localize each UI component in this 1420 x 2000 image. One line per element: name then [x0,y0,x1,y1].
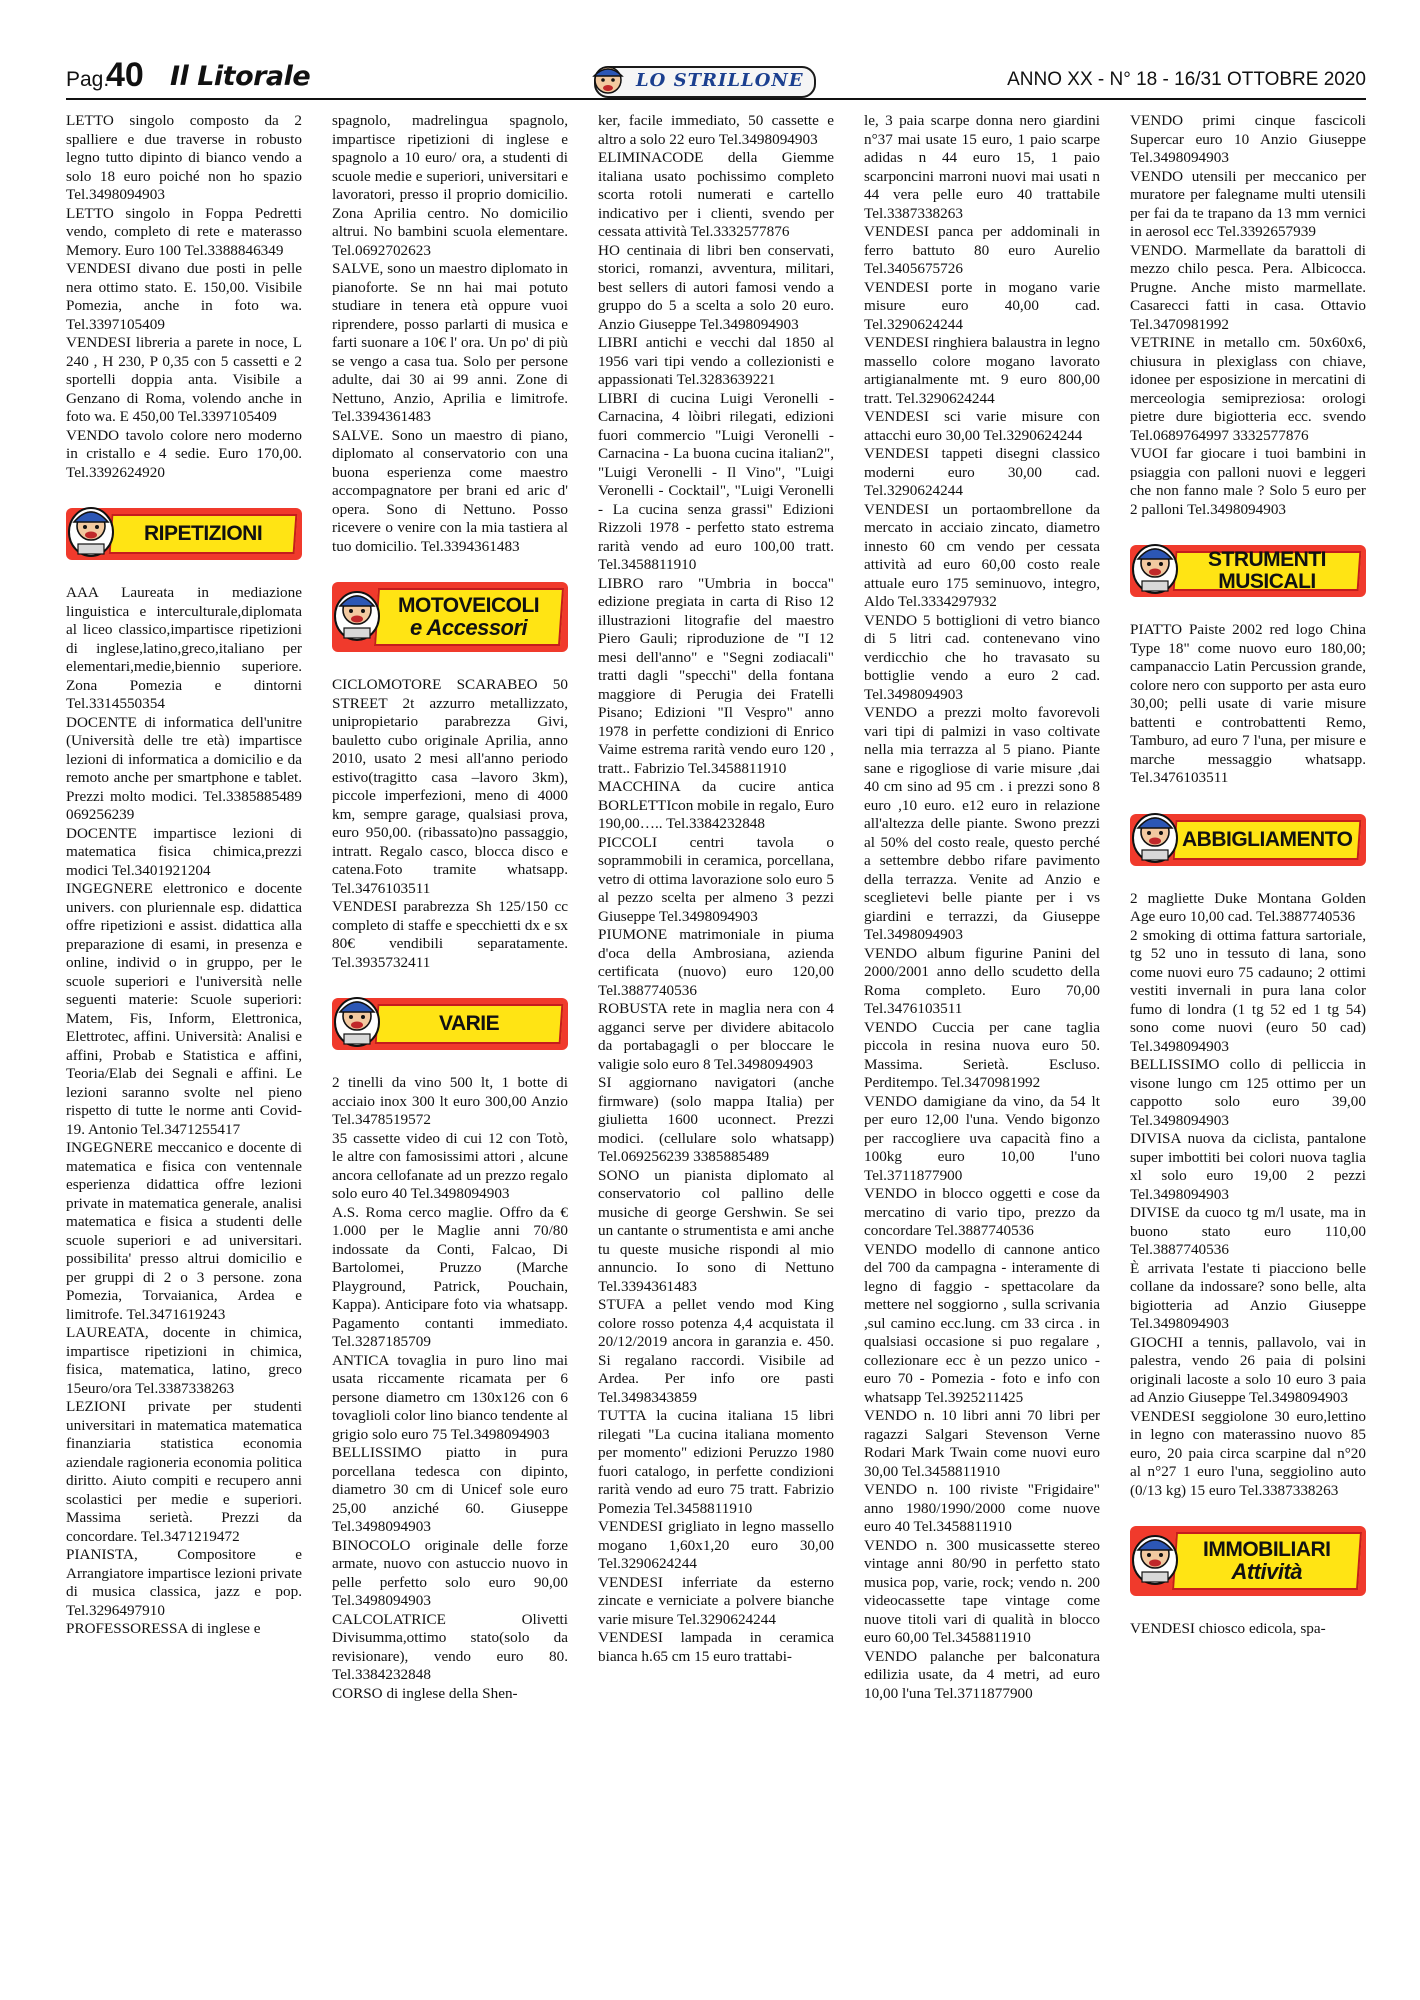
category-banner-strumenti-musicali [1130,533,1366,609]
classified-ad: DOCENTE di informatica dell'unitre (Università delle tre età) impartisce lezioni di informatica a domicilio e da remoto anche per smartphone e tablet. Prezzi molto modici. Tel.3385885489 069256239 [66,713,302,823]
classified-ad: VENDO n. 300 musicassette stereo vintage anni 80/90 in perfetto stato musica pop, varie, rock; vendo n. 200 videocassette tape vintage come nuove titoli vari di qualità in blocco euro 60,00 Tel.3458811910 [864,1536,1100,1646]
classified-ad: CICLOMOTORE SCARABEO 50 STREET 2t azzurro metallizzato, unipropietario parabrezza Givi, bauletto cubo originale Aprilia, anno 2010, usato 2 mesi all'anno periodo estivo(tragitto casa –lavoro 3km), piccole imperfezioni, meno di 4000 km, sempre garage, qualsiasi prova, euro 950,00. (ribassato)no passaggio, intratt. Regalo casco, blocca disco e catena.Foto tramite whatsapp. Tel.3476103511 [332,676,568,897]
classified-ad: BELLISSIMO collo di pelliccia in visone lungo cm 125 ottimo per un cappotto solo euro 39,00 Tel.3498094903 [1130,1056,1366,1129]
classified-ad: VENDO Cuccia per cane taglia piccola in resina nuova euro 50. Massima. Serietà. Escluso. Perditempo. Tel.3470981992 [864,1018,1100,1091]
banner-yellow-plate [375,1004,564,1044]
banner-yellow-plate [374,588,564,646]
category-banner-immobiliari [1130,1514,1366,1608]
category-title [1203,1539,1330,1583]
category-title [398,595,539,639]
classified-ad: HO centinaia di libri ben conservati, storici, romanzi, avventura, militari, best sellers di autori famosi vendo a gruppo do 5 a scelta a solo 20 euro. Anzio Giuseppe Tel.3498094903 [598,241,834,333]
classified-ad: DIVISE da cuoco tg m/l usate, ma in buono stato euro 110,00 Tel.3887740536 [1130,1204,1366,1258]
classified-ad: PIATTO Paiste 2002 red logo China Type 18" come nuovo euro 180,00; campanaccio Latin Percussion grande, colore nero con supporto per asta euro 30,00; pelli usate di varie misure battenti e controbattenti Remo, Tamburo, ad euro 7 l'una, per misure e marche messaggio whatsapp. Tel.3476103511 [1130,621,1366,786]
category-banner-abbigliamento [1130,802,1366,878]
classified-ad: VENDESI parabrezza Sh 125/150 cc completo di staffe e specchietti dx e sx 80€ vendibili separatamente. Tel.3935732411 [332,898,568,971]
classified-ad: 2 smoking di ottima fattura sartoriale, tg 52 uno in tessuto di lana, sono come nuovi euro 75 cadauno; 2 ottimi vestiti invernali in pura lana color fumo di londra (1 tg 52 ed 1 tg 54) sono come nuovi (euro 50 cad) Tel.3498094903 [1130,926,1366,1055]
column-5 [1130,112,1366,1639]
newsboy-mascot-icon [330,986,384,1050]
classified-ad: CORSO di inglese della Shen- [332,1684,518,1702]
classified-ad: VENDO modello di cannone antico del 700 da campagna - interamente di legno di faggio - spettacolare da mettere nel soggiorno , sulla scrivania ,sul camino ecc.lung. cm 33 circa . in qualsiasi occasione si puo regalare , collezionare ecc è un pezzo unico - euro 70 - Pomezia - foto e info con whatsapp Tel.3925211425 [864,1240,1100,1406]
classified-ad: VENDESI sci varie misure con attacchi euro 30,00 Tel.3290624244 [864,408,1100,444]
category-label: VARIE [438,1012,500,1035]
classified-ad: VENDESI un portaombrellone da mercato in acciaio zincato, diametro innesto 60 cm vendo per cessata attività ad euro 60,00 costo reale attuale euro 175 seminuovo, integro, Aldo Tel.3334297932 [864,500,1100,610]
classified-ad: VENDESI lampada in ceramica bianca h.65 cm 15 euro trattabi- [598,1629,834,1665]
category-banner-varie [332,986,568,1062]
classified-ad: BINOCOLO originale delle forze armate, nuovo con astuccio nuovo in pelle perfetto solo euro 90,00 Tel.3498094903 [332,1536,568,1609]
classified-ad: VENDESI tappeti disegni classico moderni euro 30,00 cad. Tel.3290624244 [864,445,1100,499]
classified-ad: VENDO damigiane da vino, da 54 lt per euro 12,00 l'una. Vendo bigonzo per raccogliere uva capacità fino a 100kg euro 10,00 l'uno Tel.3711877900 [864,1092,1100,1184]
classified-ad: VENDESI ringhiera balaustra in legno massello colore mogano lavorato artigianalmente mt. 9 euro 800,00 tratt. Tel.3290624244 [864,334,1100,407]
classified-ad: VUOI far giocare i tuoi bambini in psiaggia con palloni nuovi e leggeri che non fanno male ? Solo 5 euro per 2 palloni Tel.3498094903 [1130,445,1366,518]
classified-ad: PIUMONE matrimoniale in piuma d'oca della Ambrosiana, azienda certificata (nuovo) euro 120,00 Tel.3887740536 [598,926,834,999]
classified-ad: VENDESI seggiolone 30 euro,lettino in legno con materassino nuovo 85 euro, 20 paia circa scarpine dal n°20 al n°27 1 euro l'una, seggiolino auto (0/13 kg) 15 euro Tel.3387338263 [1130,1407,1366,1499]
classified-ad: LETTO singolo composto da 2 spalliere e due traverse in robusto legno tutto dipinto di bianco vendo a solo 18 euro poiché non ho spazio Tel.3498094903 [66,112,302,203]
banner-yellow-plate [1173,820,1362,860]
classified-ad: GIOCHI a tennis, pallavolo, vai in palestra, vendo 26 paia di polsini originali lacoste a solo 10 euro 3 paia ad Anzio Giuseppe Tel.3498094903 [1130,1333,1366,1406]
newsboy-mascot-icon [1128,802,1182,866]
category-title [1176,549,1358,593]
category-label: ABBIGLIAMENTO [1181,827,1353,851]
classified-ad: PIANISTA, Compositore e Arrangiatore impartisce lezioni private di musica classica, jazz e pop. Tel.3296497910 [66,1546,302,1619]
publication-title: Il Litorale [170,61,311,92]
newsboy-mascot-icon [1128,1524,1182,1588]
strillone-logo [594,66,816,98]
classified-ad: A.S. Roma cerco maglie. Offro da € 1.000 per le Maglie anni 70/80 indossate da Conti, Falcao, Di Bartolomei, Pruzzo (Marche Playground, Patrick, Pouchain, Kappa). Anticipare foto via whatsapp. Pagamento contanti immediato. Tel.3287185709 [332,1203,568,1350]
classified-ad: ROBUSTA rete in maglia nera con 4 agganci serve per dividere abitacolo da portabagagli o per bloccare le valigie solo euro 8 Tel.3498094903 [598,1000,834,1073]
classified-ad: MACCHINA da cucire antica BORLETTIcon mobile in regalo, Euro 190,00….. Tel.3384232848 [598,778,834,832]
classified-ad: VENDO in blocco oggetti e cose da mercatino di vario tipo, prezzo da concordare Tel.3887740536 [864,1185,1100,1239]
classified-ad: VENDO album figurine Panini del 2000/2001 anno dello scudetto della Roma completo. Euro 70,00 Tel.3476103511 [864,944,1100,1017]
classified-ad: INGEGNERE meccanico e docente di matematica e fisica con ventennale esperienza didattica offre lezioni private in matematica generale, analisi matematica e fisica a studenti delle scuole superiori e ad universitari. possibilita' presso altrui domicilio e per gruppi di 2 o 3 persone. zona Pomezia, Torvaianica, Ardea e limitrofe. Tel.3471619243 [66,1139,302,1323]
category-title [1182,829,1352,851]
category-label: STRUMENTI MUSICALI [1208,548,1326,593]
classified-ad: ker, facile immediato, 50 cassette e altro a solo 22 euro Tel.3498094903 [598,112,834,148]
classified-ad: DIVISA nuova da ciclista, pantalone super imbottiti bei colori nuova taglia xl solo euro 19,00 2 pezzi Tel.3498094903 [1130,1130,1366,1203]
classified-ad: SI aggiornano navigatori (anche firmware) (solo mappa Italia) per giulietta 1600 uconnect. Prezzi modici. (cellulare solo whatsapp) Tel.069256239 3385885489 [598,1074,834,1165]
category-title [144,523,262,545]
classified-ad: VENDO n. 10 libri anni 70 libri per ragazzi Salgari Stevenson Verne Rodari Mark Twain come nuovi euro 30,00 Tel.3458811910 [864,1407,1100,1480]
classified-ad: ANTICA tovaglia in puro lino mai usata riccamente ricamata per 6 persone diametro cm 130x126 con 6 tovaglioli color lino bianco tendente al grigio solo euro 75 Tel.3498094903 [332,1351,568,1443]
banner-yellow-plate [1172,1532,1362,1590]
classified-ad: VENDESI porte in mogano varie misure euro 40,00 cad. Tel.3290624244 [864,278,1100,333]
classified-ad: SALVE, sono un maestro diplomato in pianoforte. Se nn hai mai potuto studiare in tenera età oppure vuoi riprendere, posso parlarti di musica e farti suonare a 10€ l' ora. Un po' di più se vengo a casa tua. Solo per persone adulte, dai 30 ai 99 anni. Zone di Nettuno, Anzio, Aprilia e limitrofe. Tel.3394361483 [332,260,568,425]
banner-yellow-plate [1173,548,1362,593]
classified-ad: VENDESI chiosco edicola, spa- [1130,1620,1326,1637]
category-label: IMMOBILIARI [1203,1538,1331,1561]
classified-ad: CALCOLATRICE Olivetti Divisumma,ottimo stato(solo da revisionare), vendo euro 80. Tel.3384232848 [332,1610,568,1683]
column-4 [864,112,1100,1703]
newsboy-mascot-icon [330,580,384,644]
classified-ad: VENDESI libreria a parete in noce, L 240 , H 230, P 0,35 con 5 cassetti e 2 sportelli doppia anta. Visibile a Genzano di Roma, volendo anche in foto wa. E 450,00 Tel.3397105409 [66,334,302,425]
newsboy-mascot-icon [64,496,118,560]
classified-ad: le, 3 paia scarpe donna nero giardini n°37 mai usate 15 euro, 1 paio scarpe adidas n 44 euro 15, 1 paio scarponcini marroni nuovi mai usati n 44 vera pelle euro 40 trattabile Tel.3387338263 [864,112,1100,222]
classified-ad: PICCOLI centri tavola o soprammobili in ceramica, porcellana, vetro di ottima lavorazione solo euro 5 al pezzo scelta per almeno 3 pezzi Giuseppe Tel.3498094903 [598,833,834,925]
category-sublabel: e Accessori [410,615,528,640]
classified-ad: VENDESI inferriate da esterno zincate e verniciate a polvere bianche varie misure Tel.3290624244 [598,1573,834,1628]
classified-ad: LIBRO raro "Umbria in bocca" edizione pregiata in carta di Riso 12 illustrazioni litografie del maestro Piero Gauli; riproduzione de "I 12 mesi dell'anno" e "Segni zodiacali" tratti dagli "specchi" della fontana maggiore di Perugia dei Fratelli Pisano; Edizioni "Il Vespro" anno 1978 in perfette condizioni di Enrico Vaime estrema rarità vendo euro 120 , tratt.. Fabrizio Tel.3458811910 [598,574,834,777]
classified-ad: VETRINE in metallo cm. 50x60x6, chiusura in plexiglass con chiave, idonee per esposizione in mercatini di merceologia semipreziosa: orologi pietre dure bigiotteria ecc. svendo Tel.0689764997 3332577876 [1130,334,1366,444]
classified-ad: VENDO utensili per meccanico per muratore per falegname multi utensili per fai da te trapano da 13 mm vernici in aerosol ecc Tel.3392657939 [1130,167,1366,240]
classified-ad: TUTTA la cucina italiana 15 libri rilegati "La cucina italiana momento per momento" edizioni Peruzzo 1980 fuori catalogo, in perfette condizioni rarità vendo ad euro 75 tratt. Fabrizio Pomezia Tel.3458811910 [598,1407,834,1517]
category-label: MOTOVEICOLI [398,594,540,617]
classified-ad: SONO un pianista diplomato al conservatorio col pallino delle musiche di george Gershwin. Se sei un cantante o strumentista e ami anche tu queste musiche rispondi al mio annuncio. Io sono di Nettuno Tel.3394361483 [598,1166,834,1295]
category-sublabel: Attività [1231,1559,1303,1584]
classified-ad: VENDO a prezzi molto favorevoli vari tipi di palmizi in vaso coltivate nella mia terrazza al 5 piano. Piante sane e rigogliose di varie misure ,dai 40 cm sino ad 95 cm . i prezzi sono 8 euro ,10 euro. e12 euro in relazione all'altezza delle piante. Swono prezzi al 50% del costo reale, questo perché a settembre debbo rifare pavimento della terrazza. Venite ad Anzio e sceglietevi belle piante per i vs giardini e terrazzi, da Giuseppe Tel.3498094903 [864,704,1100,943]
classified-ad: BELLISSIMO piatto in pura porcellana tedesca con dipinto, diametro 30 cm di Unicef sole euro 25,00 anziché 60. Giuseppe Tel.3498094903 [332,1444,568,1535]
classified-ad: ELIMINACODE della Giemme italiana usato pochissimo completo scorta rotoli numerati e cartello indicativo per i clienti, svendo per cessata attività Tel.3332577876 [598,149,834,240]
page-label: Pag. [66,68,110,91]
classified-ad: VENDO tavolo colore nero moderno in cristallo e 4 sedie. Euro 170,00. Tel.3392624920 [66,426,302,481]
classified-ad: LAUREATA, docente in chimica, impartisce ripetizioni in chimica, fisica, matematica, latino, greco 15euro/ora Tel.3387338263 [66,1324,302,1397]
classified-ad: LEZIONI private per studenti universitari in matematica matematica finanziaria statistica economia aziendale ragioneria economia politica diritto. Aiuto compiti e recupero anni scolastici per medie e superiori. Massima serietà. Prezzi da concordare. Tel.3471219472 [66,1398,302,1545]
classified-ad: È arrivata l'estate ti piacciono belle collane da indossare? sono belle, alta bigiotteria ad Anzio Giuseppe Tel.3498094903 [1130,1259,1366,1332]
classified-ad: VENDO primi cinque fascicoli Supercar euro 10 Anzio Giuseppe Tel.3498094903 [1130,112,1366,166]
classified-ad: VENDO 5 bottiglioni di vetro bianco di 5 litri cad. contenevano vino verdicchio che ho travasato su bottiglie vendo a euro 2 cad. Tel.3498094903 [864,611,1100,703]
classified-ad: LIBRI di cucina Luigi Veronelli - Carnacina, 4 lòibri rilegati, edizioni fuori commercio "Luigi Veronelli - Carnacina - La buona cucina italian2", "Luigi Veronelli - Il Vino", "Luigi Veronelli - Cocktail", "Luigi Veronelli - La cucina senza grassi" Edizioni Rizzoli 1978 - perfetto stato estrema rarità vendo ad euro 100,00 tratt. Tel.3458811910 [598,389,834,573]
classified-ad: STUFA a pellet vendo mod King colore rosso potenza 4,4 acquistata il 20/12/2019 ancora in garanzia e. 450. Si regalano raccordi. Visibile ad Ardea. Per info ore pasti Tel.3498343859 [598,1296,834,1406]
category-label: RIPETIZIONI [143,522,263,545]
newsboy-mascot-icon [1128,533,1182,597]
page-header [66,56,1366,100]
issue-info: ANNO XX - N° 18 - 16/31 OTTOBRE 2020 [1007,69,1366,90]
banner-yellow-plate [109,514,298,554]
classified-ad: VENDESI panca per addominali in ferro battuto 80 euro Aurelio Tel.3405675726 [864,223,1100,277]
classified-ad: LETTO singolo in Foppa Pedretti vendo, completo di rete e materasso Memory. Euro 100 Tel.3388846349 [66,204,302,259]
classified-ad: VENDO. Marmellate da barattoli di mezzo chilo pesca. Pera. Albicocca. Prugne. Anche misto marmellate. Casarecci fatti in casa. Ottavio Tel.3470981992 [1130,241,1366,333]
classified-ad: 35 cassette video di cui 12 con Totò, le altre con famosissimi attori , alcune ancora cellofanate ad un prezzo regalo solo euro 40 Tel.3498094903 [332,1129,568,1202]
classified-ad: INGEGNERE elettronico e docente univers. con pluriennale esp. didattica offre ripetizioni e assist. didattica alla preparazione di esami, in presenza e online, individ o in gruppo, per le scuole superiori e l'università nelle seguenti materie: Scuole superiori: Matem, Fis, Inform, Elettronica, Elettrotec, affini. Università: Analisi e affini, Probab e Statistica e affini, Teoria/Elab dei Segnali e affini. Le lezioni saranno svolte nel pieno rispetto di tutte le norme anti Covid-19. Antonio Tel.3471255417 [66,880,302,1138]
page-number: 40 [106,56,144,94]
category-banner-ripetizioni [66,496,302,572]
category-banner-motoveicoli [332,570,568,664]
category-title [439,1013,499,1035]
classified-ad: 2 magliette Duke Montana Golden Age euro 10,00 cad. Tel.3887740536 [1130,889,1366,925]
classified-ad: DOCENTE impartisce lezioni di matematica fisica chimica,prezzi modici Tel.3401921204 [66,824,302,879]
classified-ad: SALVE. Sono un maestro di piano, diplomato al conservatorio con una buona esperienza come maestro accompagnatore per brani ed aric d' opera. Sono di Nettuno. Posso ricevere o venire con la mia tastiera al tuo domicilio. Tel.3394361483 [332,426,568,555]
column-3 [598,112,834,1666]
classified-ad: VENDO n. 100 riviste "Frigidaire" anno 1980/1990/2000 come nuove euro 40 Tel.3458811910 [864,1481,1100,1535]
classified-ad: VENDESI divano due posti in pelle nera ottimo stato. E. 150,00. Visibile Pomezia, anche in foto wa. Tel.3397105409 [66,260,302,333]
classified-ad: VENDO palanche per balconatura edilizia usate, da 4 metri, ad euro 10,00 l'una Tel.3711877900 [864,1647,1100,1702]
column-2 [332,112,568,1703]
classified-ad: PROFESSORESSA di inglese e [66,1620,261,1637]
classified-ad: 2 tinelli da vino 500 lt, 1 botte di acciaio inox 300 lt euro 300,00 Anzio Tel.3478519572 [332,1074,568,1128]
column-1 [66,112,302,1639]
classified-ad: AAA Laureata in mediazione linguistica e interculturale,diplomata al liceo classico,impartisce ripetizioni di inglese,latino,greco,italiano per elementari,medie,biennio superiore. Zona Pomezia e dintorni Tel.3314550354 [66,584,302,712]
classified-ad: LIBRI antichi e vecchi dal 1850 al 1956 vari tipi vendo a collezionisti e appassionati Tel.3283639221 [598,334,834,388]
classified-ad: spagnolo, madrelingua spagnolo, impartisce ripetizioni di inglese e spagnolo a 10 euro/ ora, a studenti di scuole medie e superiori, universitari e lavoratori, presso il proprio domicilio. Zona Aprilia centro. No domicilio altrui. No bambini scuola elementare. Tel.0692702623 [332,112,568,259]
classified-ad: VENDESI grigliato in legno massello mogano 1,60x1,20 euro 30,00 Tel.3290624244 [598,1518,834,1572]
newsboy-mascot-icon [588,62,628,100]
logo-text: LO STRILLONE [636,70,804,91]
